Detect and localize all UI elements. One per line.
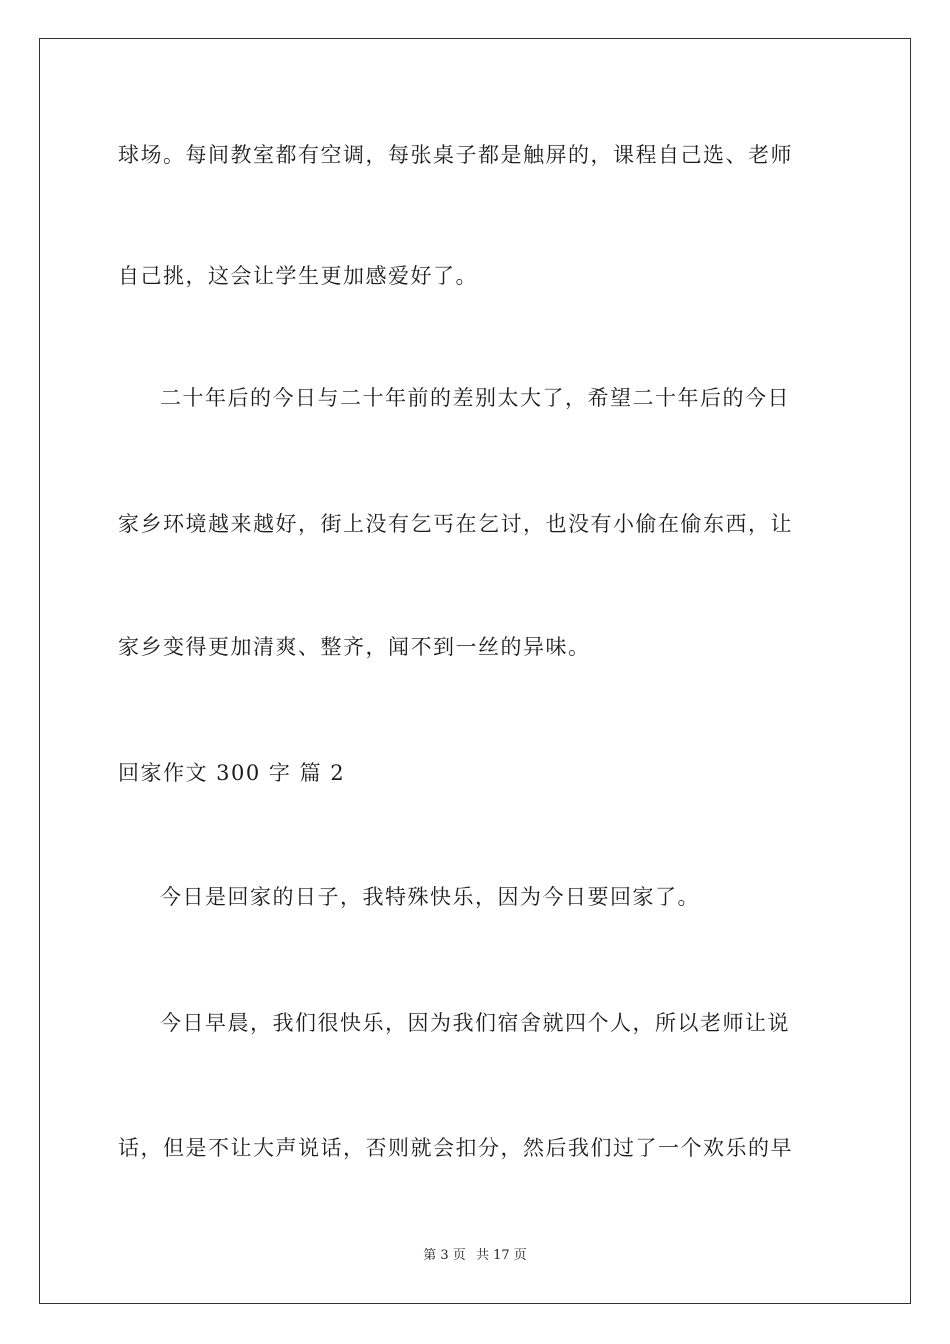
body-line-5: 家乡变得更加清爽、整齐，闻不到一丝的异味。 (118, 635, 591, 659)
body-line-1: 球场。每间教室都有空调，每张桌子都是触屏的，课程自己选、老师 (118, 143, 793, 167)
page-number: 第 3 页 (423, 1248, 466, 1263)
page-border (39, 38, 911, 1304)
page-footer (0, 1246, 950, 1266)
section-heading: 回家作文 300 字 篇 2 (118, 761, 346, 785)
body-line-7: 今日早晨，我们很快乐，因为我们宿舍就四个人，所以老师让说 (160, 1011, 790, 1035)
page-total: 共 17 页 (475, 1248, 527, 1263)
body-line-3: 二十年后的今日与二十年前的差别太大了，希望二十年后的今日 (160, 386, 790, 410)
body-line-6: 今日是回家的日子，我特殊快乐，因为今日要回家了。 (160, 885, 700, 909)
body-line-8: 话，但是不让大声说话，否则就会扣分，然后我们过了一个欢乐的早 (118, 1136, 793, 1160)
body-line-2: 自己挑，这会让学生更加感爱好了。 (118, 264, 478, 288)
body-line-4: 家乡环境越来越好，街上没有乞丐在乞讨，也没有小偷在偷东西，让 (118, 512, 793, 536)
